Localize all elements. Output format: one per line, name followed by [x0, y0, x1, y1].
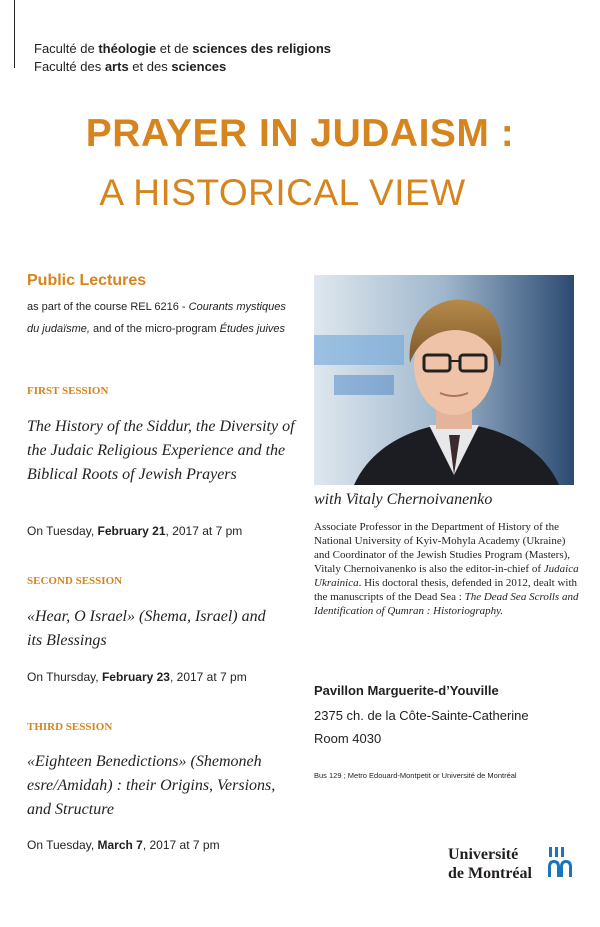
venue-name: Pavillon Marguerite-d’Youville — [314, 683, 499, 698]
session-3-label: THIRD SESSION — [27, 721, 113, 733]
speaker-bio: Associate Professor in the Department of History of the National University of Kyiv-Mohyla Academy (Ukraine) and Coordinator of the Jewish Studies Program (Masters), Vitaly Chernoivanenko is also the editor-in-chief of Judaica Ukrainica. His doctoral thesis, defended in 2012, dealt with the manuscripts of the Dead Sea : The Dead Sea Scrolls and Identification of Qumran : Historiography. — [314, 521, 579, 617]
session-3-title: «Eighteen Benedictions» (Shemoneh esre/Amidah) : their Origins, Versions, and Structure — [27, 753, 276, 818]
session-2-title: «Hear, O Israel» (Shema, Israel) and its Blessings — [27, 608, 266, 649]
session-3-date: On Tuesday, March 7, 2017 at 7 pm — [27, 838, 220, 852]
poster-subtitle: A HISTORICAL VIEW — [99, 172, 466, 213]
session-1-date: On Tuesday, February 21, 2017 at 7 pm — [27, 524, 243, 538]
public-lectures-heading: Public Lectures — [27, 272, 147, 289]
public-lectures-description: as part of the course REL 6216 - Courants mystiques du judaïsme, and of the micro-program Études juives — [27, 301, 286, 335]
faculty-line-1: Faculté de théologie et de sciences des religions — [34, 41, 331, 56]
speaker-name: with Vitaly Chernoivanenko — [314, 491, 493, 508]
session-2-date: On Thursday, February 23, 2017 at 7 pm — [27, 670, 247, 684]
university-emblem-icon — [546, 845, 576, 885]
faculty-header — [34, 40, 331, 76]
poster-title: PRAYER IN JUDAISM : — [85, 112, 515, 155]
venue-room: Room 4030 — [314, 731, 382, 746]
faculty-line-2: Faculté des arts et des sciences — [34, 59, 227, 74]
speaker-portrait-illustration — [314, 275, 574, 485]
venue-address: 2375 ch. de la Côte-Sainte-Catherine — [314, 708, 529, 723]
logo-wordmark: Université de Montréal — [448, 846, 532, 882]
session-1-title: The History of the Siddur, the Diversity of the Judaic Religious Experience and the Biblical Roots of Jewish Prayers — [27, 418, 295, 483]
lectures-column — [27, 272, 297, 872]
header-divider — [14, 0, 15, 68]
universite-de-montreal-logo — [448, 845, 578, 900]
session-2-label: SECOND SESSION — [27, 575, 123, 587]
speaker-photo — [314, 275, 574, 485]
session-1-label: FIRST SESSION — [27, 385, 109, 397]
transit-info: Bus 129 ; Metro Edouard-Montpetit or Université de Montréal — [314, 771, 517, 780]
